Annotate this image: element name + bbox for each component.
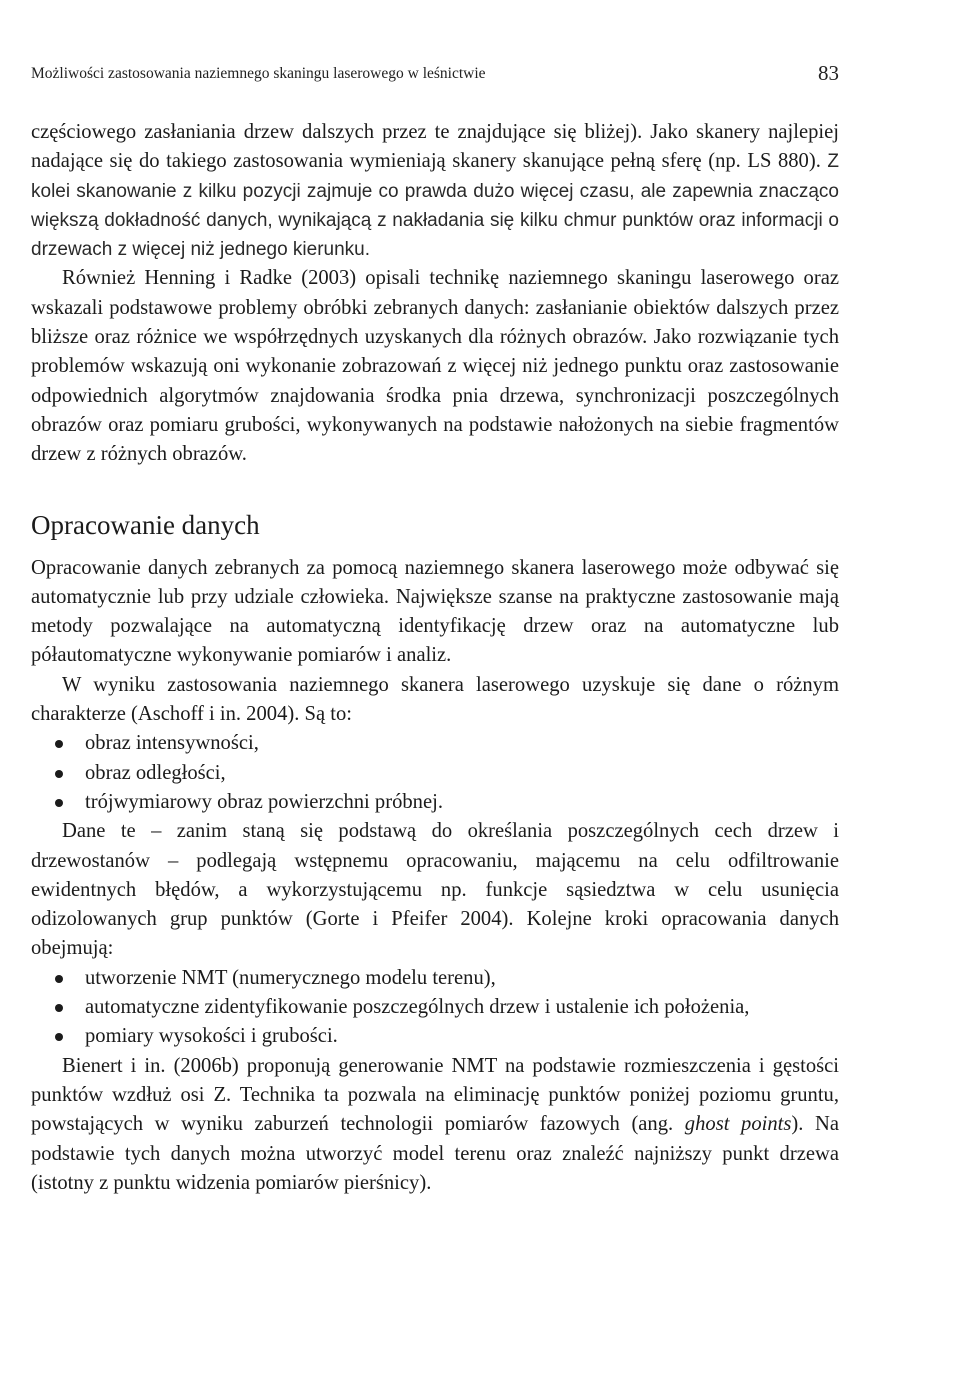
list-item: trójwymiarowy obraz powierzchni próbnej.	[31, 788, 839, 817]
page-header	[31, 61, 839, 91]
paragraph-3: Opracowanie danych zebranych za pomocą naziemnego skanera laserowego może odbywać się automatycznie lub przy udziale człowieka. Największe szanse na praktyczne zastosowanie mają metody pozwalające na automatyczną identyfikację drzew oraz na automatyczne lub półautomatyczne wykonywanie pomiarów i analiz.	[31, 556, 839, 667]
paragraph-5: Dane te – zanim staną się podstawą do określania poszczególnych cech drzew i drzewostanów – podlegają wstępnemu opracowaniu, mającemu na celu odfiltrowanie ewidentnych błędów, a wykorzystującemu np. funkcje sąsiedztwa w celu usunięcia odizolowanych grup punktów (Gorte i Pfeifer 2004). Kolejne kroki opracowania danych obejmują:	[31, 820, 839, 960]
list-item: pomiary wysokości i grubości.	[31, 1022, 839, 1051]
list-item: automatyczne zidentyfikowanie poszczególnych drzew i ustalenie ich położenia,	[31, 993, 839, 1022]
bullet-icon	[55, 740, 63, 748]
page-body	[31, 118, 839, 1198]
paragraph-4: W wyniku zastosowania naziemnego skanera laserowego uzyskuje się dane o różnym charakterze (Aschoff i in. 2004). Są to:	[31, 673, 839, 726]
data-types-list	[31, 729, 839, 817]
section-heading: Opracowanie danych	[31, 509, 260, 540]
bullet-icon	[55, 799, 63, 807]
paragraph-2: Również Henning i Radke (2003) opisali technikę naziemnego skaningu laserowego oraz wskazali podstawowe problemy obróbki zebranych danych: zasłanianie obiektów dalszych przez bliższe oraz różnice we współrzędnych uzyskanych dla różnych obrazów. Jako rozwiązanie tych problemów wskazują oni wykonanie zobrazowań z więcej niż jednego punktu oraz zastosowanie odpowiednich algorytmów znajdowania środka pnia drzewa, synchronizacji poszczególnych obrazów oraz pomiaru grubości, wykonywanych na podstawie nałożonych na siebie fragmentów drzew z różnych obrazów.	[31, 267, 839, 466]
list-item: utworzenie NMT (numerycznego modelu terenu),	[31, 964, 839, 993]
list-item: obraz odległości,	[31, 759, 839, 788]
bullet-icon	[55, 1033, 63, 1041]
paragraph-1-sans-text: Z kolei skanowanie z kilku pozycji zajmuje co prawda dużo więcej czasu, ale zapewnia znacząco większą dokładność danych, wynikającą z nakładania się kilku chmur punktów oraz informacji o drzewach z więcej niż jednego kierunku.	[31, 151, 839, 261]
bullet-icon	[55, 1004, 63, 1012]
bullet-icon	[55, 770, 63, 778]
list-item: obraz intensywności,	[31, 729, 839, 758]
ghost-points-term: ghost points	[684, 1113, 792, 1136]
paragraph-6: Bienert i in. (2006b) proponują generowanie NMT na podstawie rozmieszczenia i gęstości punktów wzdłuż osi Z. Technika ta pozwala na eliminację punktów poniżej poziomu gruntu, powstających w wyniku zaburzeń technologii pomiarów fazowych (ang. ghost points). Na podstawie tych danych można utworzyć model terenu oraz znaleźć najniższy punkt drzewa (istotny z punktu widzenia pomiarów pierśnicy).	[31, 1054, 839, 1194]
page-number: 83	[818, 61, 839, 85]
running-title: Możliwości zastosowania naziemnego skaningu laserowego w leśnictwie	[31, 65, 486, 82]
processing-steps-list	[31, 964, 839, 1052]
bullet-icon	[55, 975, 63, 983]
paragraph-1-serif-text: częściowego zasłaniania drzew dalszych przez te znajdujące się bliżej). Jako skanery najlepiej nadające się do takiego zastosowania wymieniają skanery skanujące pełną sferę (np. LS 880).	[31, 121, 839, 173]
paragraph-1	[31, 118, 839, 264]
